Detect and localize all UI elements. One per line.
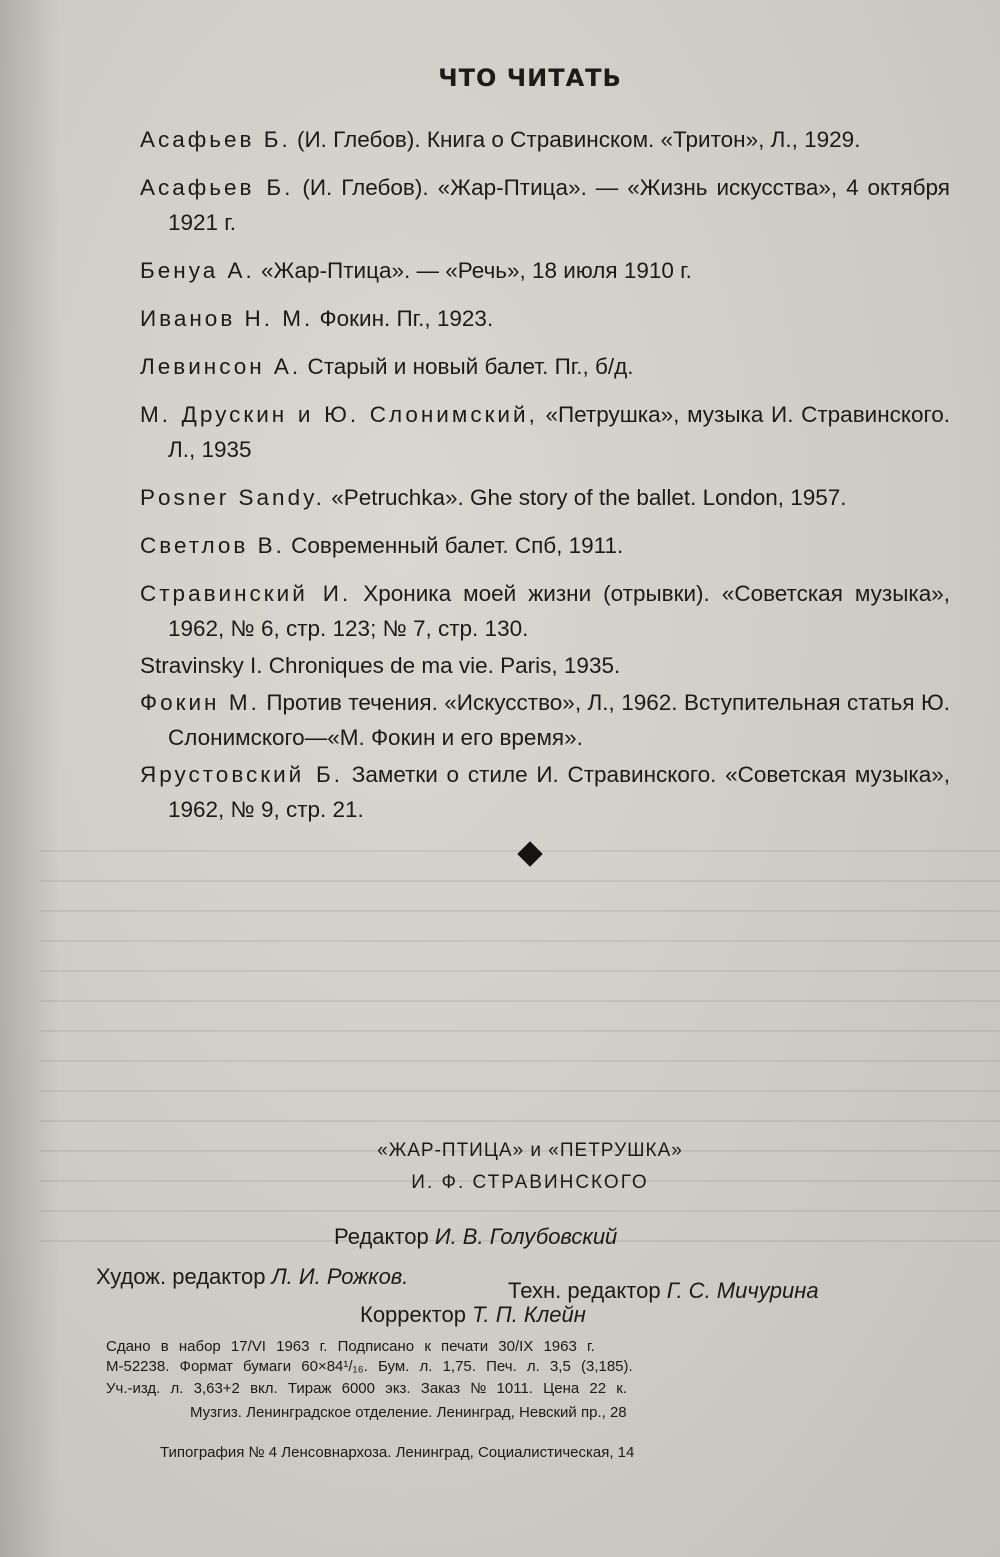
- proofreader-label: Корректор: [360, 1302, 466, 1327]
- proofreader-name: Т. П. Клейн: [472, 1302, 586, 1327]
- imprint-line: М-52238. Формат бумаги 60×84¹/₁₆. Бум. л. 1,75. Печ. л. 3,5 (3,185).: [106, 1358, 633, 1375]
- tech-editor-name: Г. С. Мичурина: [666, 1278, 819, 1303]
- bib-text: (И. Глебов). Книга о Стравинском. «Тритон», Л., 1929.: [297, 127, 861, 152]
- bib-author: Фокин М.: [140, 690, 260, 715]
- imprint-publisher: Музгиз. Ленинградское отделение. Ленинград, Невский пр., 28: [190, 1404, 627, 1421]
- art-editor-name: Л. И. Рожков.: [271, 1264, 409, 1289]
- bib-author: Асафьев Б.: [140, 175, 294, 200]
- tech-editor-label: Техн. редактор: [508, 1278, 661, 1303]
- bib-entry: [140, 122, 950, 157]
- bib-entry: [140, 576, 950, 646]
- bib-text: «Petruchka». Ghe story of the ballet. London, 1957.: [331, 485, 847, 510]
- bib-text: (И. Глебов). «Жар-Птица». — «Жизнь искусства», 4 октября 1921 г.: [168, 175, 950, 235]
- bib-text: «Жар-Птица». — «Речь», 18 июля 1910 г.: [261, 258, 692, 283]
- art-editor-label: Худож. редактор: [96, 1264, 266, 1289]
- bib-text: Против течения. «Искусство», Л., 1962. Вступительная статья Ю. Слонимского—«М. Фокин и его время».: [168, 690, 950, 750]
- bib-author: Светлов В.: [140, 533, 285, 558]
- bib-author: Ярустовский Б.: [140, 762, 344, 787]
- bib-entry: [140, 397, 950, 467]
- bib-text: Заметки о стиле И. Стравинского. «Советская музыка», 1962, № 9, стр. 21.: [168, 762, 950, 822]
- bib-entry: [140, 528, 950, 563]
- section-heading: ЧТО ЧИТАТЬ: [438, 64, 622, 92]
- bib-author: Бенуа А.: [140, 258, 255, 283]
- tech-editor-credit: [508, 1278, 819, 1304]
- bib-text: Хроника моей жизни (отрывки). «Советская музыка», 1962, № 6, стр. 123; № 7, стр. 130.: [168, 581, 950, 641]
- diamond-ornament-icon: [519, 843, 541, 865]
- bib-entry: [140, 480, 950, 515]
- bib-text: «Петрушка», музыка И. Стравинского. Л., 1935: [168, 402, 950, 462]
- bib-author: Асафьев Б.: [140, 127, 291, 152]
- bib-author: Posner Sandy.: [140, 485, 325, 510]
- imprint-line: Уч.-изд. л. 3,63+2 вкл. Тираж 6000 экз. Заказ № 1011. Цена 22 к.: [106, 1380, 627, 1397]
- proofreader-credit: [360, 1302, 586, 1328]
- bib-author: М. Друскин и Ю. Слонимский,: [140, 402, 538, 427]
- bib-entry: [140, 301, 950, 336]
- bib-text: Современный балет. Спб, 1911.: [291, 533, 624, 558]
- bib-entry: [140, 648, 950, 683]
- bibliography-list: [140, 122, 950, 840]
- bib-text: Stravinsky I. Chroniques de ma vie. Paris, 1935.: [140, 653, 621, 678]
- editor-credit: [334, 1224, 617, 1250]
- bib-entry: [140, 685, 950, 755]
- imprint-line: Сдано в набор 17/VI 1963 г. Подписано к печати 30/IX 1963 г.: [106, 1338, 595, 1355]
- bib-entry: [140, 757, 950, 827]
- colophon-subtitle: И. Ф. СТРАВИНСКОГО: [411, 1172, 649, 1193]
- bib-entry: [140, 349, 950, 384]
- bib-entry: [140, 253, 950, 288]
- imprint-printer: Типография № 4 Ленсовнархоза. Ленинград, Социалистическая, 14: [160, 1444, 635, 1461]
- bib-author: Стравинский И.: [140, 581, 352, 606]
- bib-author: Левинсон А.: [140, 354, 302, 379]
- bib-text: Старый и новый балет. Пг., б/д.: [307, 354, 634, 379]
- bib-entry: [140, 170, 950, 240]
- editor-name: И. В. Голубовский: [434, 1224, 618, 1249]
- bib-text: Фокин. Пг., 1923.: [319, 306, 494, 331]
- colophon-title: «ЖАР-ПТИЦА» и «ПЕТРУШКА»: [377, 1140, 683, 1161]
- editor-label: Редактор: [334, 1224, 429, 1249]
- bib-author: Иванов Н. М.: [140, 306, 314, 331]
- spine-shadow: [0, 0, 60, 1557]
- art-editor-credit: [96, 1264, 408, 1290]
